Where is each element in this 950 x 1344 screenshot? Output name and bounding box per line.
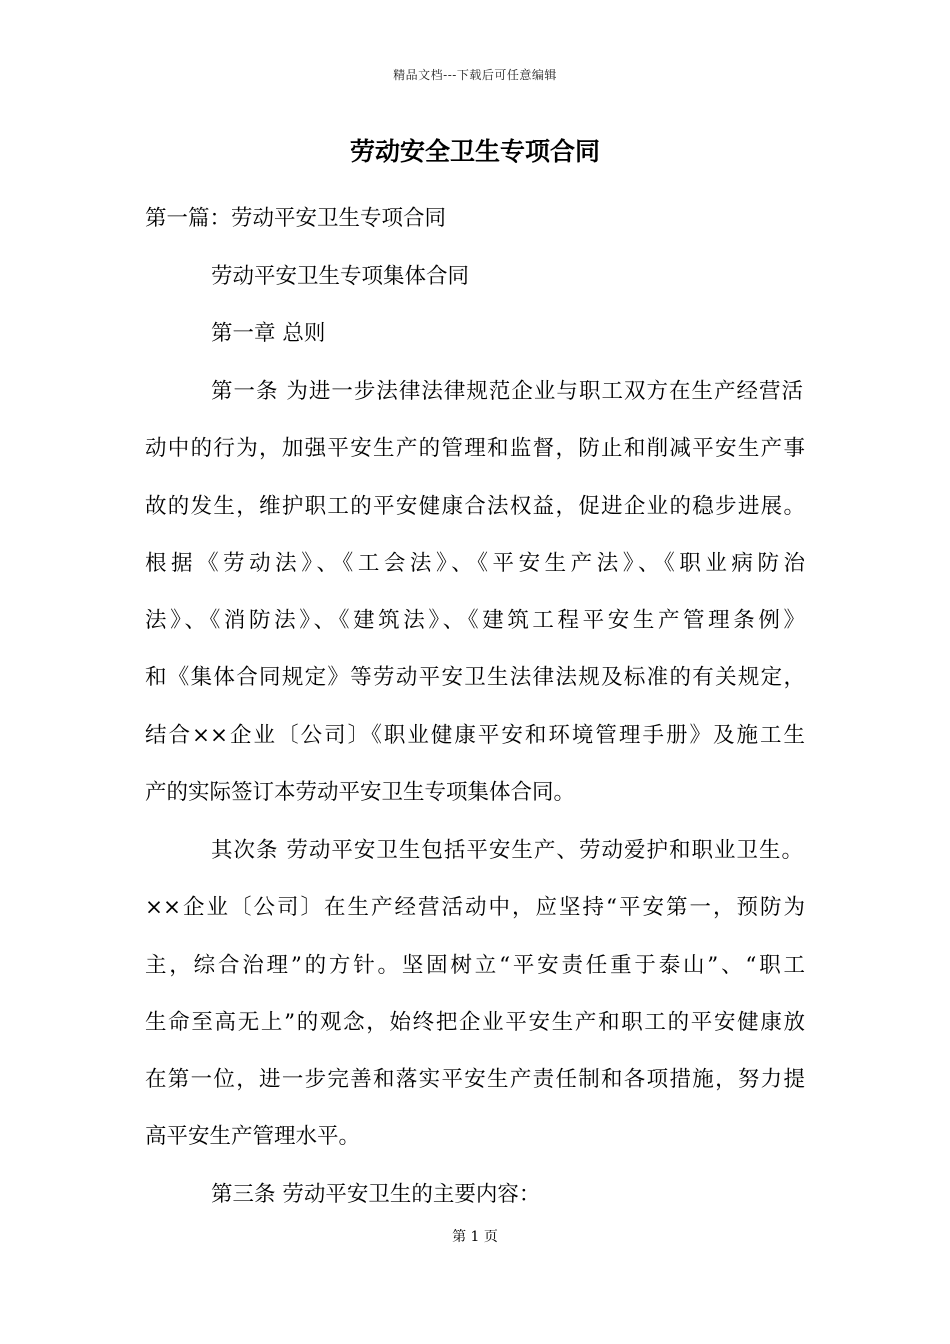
- article-2-line: 生命至高无上”的观念，始终把企业平安生产和职工的平安健康放: [145, 1010, 805, 1035]
- chapter-heading: 第一章 总则: [211, 321, 326, 346]
- article-2-line: 在第一位，进一步完善和落实平安生产责任制和各项措施，努力提: [145, 1067, 805, 1092]
- article-2-line: 主，综合治理”的方针。坚固树立“平安责任重于泰山”、“职工: [145, 953, 805, 978]
- article-1-line: 结合××企业〔公司〕《职业健康平安和环境管理手册》及施工生: [145, 723, 805, 748]
- document-title: 劳动安全卫生专项合同: [349, 137, 600, 166]
- page-number: 第 1 页: [452, 1229, 498, 1245]
- article-1-line: 动中的行为，加强平安生产的管理和监督，防止和削减平安生产事: [145, 436, 805, 461]
- article-3-line: 第三条 劳动平安卫生的主要内容：: [211, 1182, 541, 1207]
- article-1-line: 故的发生，维护职工的平安健康合法权益，促进企业的稳步进展。: [145, 494, 805, 519]
- article-1-line: 法》、《消防法》、《建筑法》、《建筑工程平安生产管理条例》: [145, 608, 805, 633]
- article-2-line: 高平安生产管理水平。: [145, 1124, 361, 1149]
- article-2-line: ××企业〔公司〕在生产经营活动中，应坚持“平安第一，预防为: [145, 895, 805, 920]
- article-1-line: 产的实际签订本劳动平安卫生专项集体合同。: [145, 780, 576, 805]
- header-note: 精品文档---下载后可任意编辑: [393, 68, 557, 82]
- section-heading: 第一篇：劳动平安卫生专项合同: [145, 206, 447, 231]
- article-2-line: 其次条 劳动平安卫生包括平安生产、劳动爱护和职业卫生。: [211, 838, 803, 863]
- article-1-line: 根据《劳动法》、《工会法》、《平安生产法》、《职业病防治: [145, 551, 805, 576]
- article-1-line: 和《集体合同规定》等劳动平安卫生法律法规及标准的有关规定，: [145, 665, 805, 690]
- subtitle: 劳动平安卫生专项集体合同: [211, 264, 470, 289]
- article-1-line: 第一条 为进一步法律法律规范企业与职工双方在生产经营活: [211, 379, 803, 404]
